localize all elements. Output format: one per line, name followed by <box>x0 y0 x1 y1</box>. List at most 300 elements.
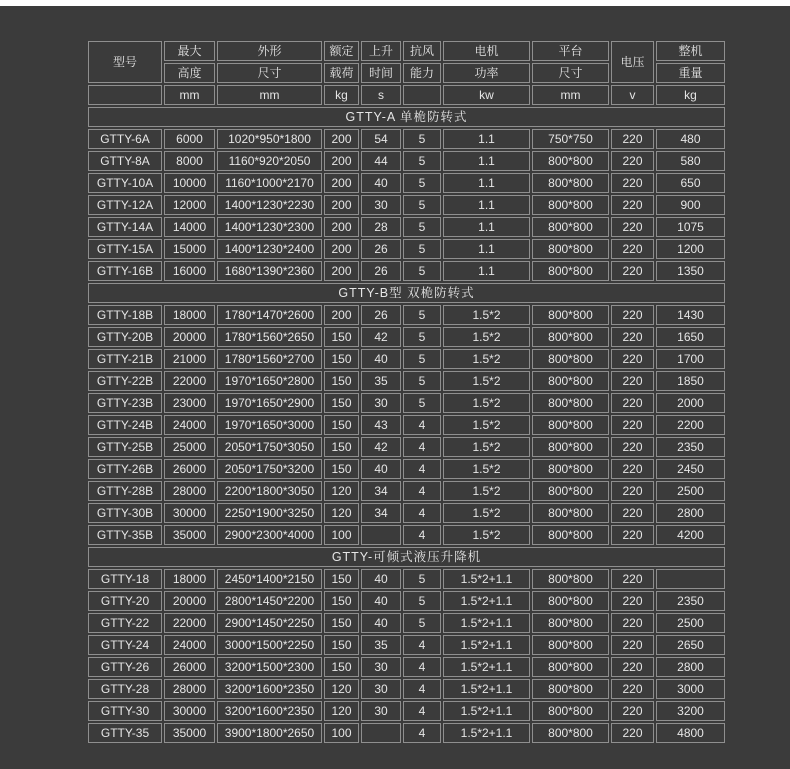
model-cell: GTTY-16B <box>88 261 162 281</box>
table-row <box>88 371 725 391</box>
value-cell: 35000 <box>164 525 215 545</box>
table-row <box>88 591 725 611</box>
value-cell: 220 <box>611 701 654 721</box>
value-cell: 100 <box>324 525 359 545</box>
value-cell: 2450*1400*2150 <box>217 569 322 589</box>
value-cell: 1.5*2+1.1 <box>443 679 530 699</box>
value-cell: 2650 <box>656 635 725 655</box>
value-cell: 4 <box>403 437 441 457</box>
value-cell: 40 <box>361 613 401 633</box>
table-row <box>88 129 725 149</box>
value-cell: 220 <box>611 129 654 149</box>
value-cell: 1.5*2 <box>443 415 530 435</box>
value-cell: 120 <box>324 481 359 501</box>
value-cell: 5 <box>403 591 441 611</box>
value-cell: 220 <box>611 613 654 633</box>
model-cell: GTTY-28 <box>88 679 162 699</box>
value-cell: 3200 <box>656 701 725 721</box>
model-cell: GTTY-8A <box>88 151 162 171</box>
value-cell: 5 <box>403 327 441 347</box>
value-cell: 2800*1450*2200 <box>217 591 322 611</box>
value-cell: 21000 <box>164 349 215 369</box>
value-cell: 26 <box>361 261 401 281</box>
value-cell: 5 <box>403 239 441 259</box>
unit-max-height: mm <box>164 85 215 105</box>
spec-table <box>86 39 727 745</box>
value-cell: 2350 <box>656 437 725 457</box>
model-cell: GTTY-35 <box>88 723 162 743</box>
value-cell: 1400*1230*2300 <box>217 217 322 237</box>
value-cell: 2450 <box>656 459 725 479</box>
header-overall-dims: 外形 <box>217 41 322 61</box>
value-cell: 10000 <box>164 173 215 193</box>
value-cell: 5 <box>403 569 441 589</box>
value-cell: 220 <box>611 327 654 347</box>
value-cell: 480 <box>656 129 725 149</box>
value-cell: 5 <box>403 613 441 633</box>
value-cell: 2800 <box>656 503 725 523</box>
value-cell: 120 <box>324 503 359 523</box>
value-cell: 1.5*2 <box>443 349 530 369</box>
value-cell: 4 <box>403 635 441 655</box>
header-units-row <box>88 85 725 105</box>
value-cell: 40 <box>361 349 401 369</box>
unit-platform-size: mm <box>532 85 609 105</box>
value-cell: 1160*920*2050 <box>217 151 322 171</box>
value-cell: 800*800 <box>532 635 609 655</box>
value-cell: 23000 <box>164 393 215 413</box>
unit-rated-load: kg <box>324 85 359 105</box>
value-cell: 220 <box>611 437 654 457</box>
table-row <box>88 261 725 281</box>
value-cell: 26000 <box>164 657 215 677</box>
value-cell: 1.5*2+1.1 <box>443 635 530 655</box>
value-cell: 220 <box>611 657 654 677</box>
value-cell: 5 <box>403 129 441 149</box>
value-cell: 150 <box>324 371 359 391</box>
value-cell: 150 <box>324 437 359 457</box>
value-cell: 800*800 <box>532 195 609 215</box>
value-cell: 1.1 <box>443 129 530 149</box>
table-row <box>88 613 725 633</box>
value-cell: 22000 <box>164 613 215 633</box>
value-cell: 1200 <box>656 239 725 259</box>
value-cell: 150 <box>324 415 359 435</box>
table-row <box>88 173 725 193</box>
header-total-weight: 整机 <box>656 41 725 61</box>
model-cell: GTTY-24B <box>88 415 162 435</box>
value-cell: 1700 <box>656 349 725 369</box>
value-cell: 1.5*2+1.1 <box>443 591 530 611</box>
value-cell: 200 <box>324 173 359 193</box>
value-cell: 1.5*2 <box>443 327 530 347</box>
top-white-strip <box>0 0 790 6</box>
value-cell: 1970*1650*2800 <box>217 371 322 391</box>
value-cell: 5 <box>403 393 441 413</box>
value-cell: 200 <box>324 217 359 237</box>
header-model: 型号 <box>88 41 162 83</box>
value-cell: 12000 <box>164 195 215 215</box>
value-cell: 1.1 <box>443 173 530 193</box>
value-cell: 1.5*2 <box>443 481 530 501</box>
value-cell: 30000 <box>164 503 215 523</box>
value-cell: 220 <box>611 635 654 655</box>
value-cell: 1.5*2+1.1 <box>443 723 530 743</box>
header-overall-dims-2: 尺寸 <box>217 63 322 83</box>
header-rated-load: 额定 <box>324 41 359 61</box>
table-row <box>88 525 725 545</box>
value-cell: 220 <box>611 459 654 479</box>
value-cell: 54 <box>361 129 401 149</box>
section-header-row <box>88 547 725 567</box>
value-cell: 4 <box>403 525 441 545</box>
value-cell: 3900*1800*2650 <box>217 723 322 743</box>
model-cell: GTTY-18B <box>88 305 162 325</box>
value-cell: 5 <box>403 371 441 391</box>
model-cell: GTTY-30 <box>88 701 162 721</box>
header-voltage: 电压 <box>611 41 654 83</box>
value-cell: 2900*1450*2250 <box>217 613 322 633</box>
value-cell: 800*800 <box>532 371 609 391</box>
value-cell: 1.1 <box>443 151 530 171</box>
table-row <box>88 195 725 215</box>
value-cell: 2250*1900*3250 <box>217 503 322 523</box>
value-cell: 150 <box>324 591 359 611</box>
value-cell: 800*800 <box>532 151 609 171</box>
value-cell: 220 <box>611 195 654 215</box>
value-cell: 34 <box>361 503 401 523</box>
value-cell: 40 <box>361 569 401 589</box>
value-cell: 4800 <box>656 723 725 743</box>
unit-model <box>88 85 162 105</box>
value-cell: 4 <box>403 503 441 523</box>
value-cell: 2350 <box>656 591 725 611</box>
unit-rise-time: s <box>361 85 401 105</box>
value-cell: 1.5*2+1.1 <box>443 657 530 677</box>
value-cell: 1020*950*1800 <box>217 129 322 149</box>
value-cell: 200 <box>324 129 359 149</box>
table-row <box>88 349 725 369</box>
value-cell: 28 <box>361 217 401 237</box>
value-cell: 35000 <box>164 723 215 743</box>
value-cell: 2800 <box>656 657 725 677</box>
value-cell: 35 <box>361 635 401 655</box>
value-cell: 20000 <box>164 591 215 611</box>
table-row <box>88 239 725 259</box>
model-cell: GTTY-20B <box>88 327 162 347</box>
value-cell: 3200*1600*2350 <box>217 701 322 721</box>
value-cell: 580 <box>656 151 725 171</box>
value-cell: 1.5*2 <box>443 437 530 457</box>
value-cell: 24000 <box>164 415 215 435</box>
model-cell: GTTY-6A <box>88 129 162 149</box>
value-cell: 220 <box>611 305 654 325</box>
value-cell: 3000 <box>656 679 725 699</box>
value-cell: 4 <box>403 657 441 677</box>
model-cell: GTTY-26 <box>88 657 162 677</box>
header-row-1 <box>88 41 725 61</box>
value-cell <box>656 569 725 589</box>
model-cell: GTTY-14A <box>88 217 162 237</box>
value-cell: 15000 <box>164 239 215 259</box>
value-cell: 1650 <box>656 327 725 347</box>
value-cell: 1160*1000*2170 <box>217 173 322 193</box>
table-row <box>88 459 725 479</box>
header-total-weight-2: 重量 <box>656 63 725 83</box>
section-header-row <box>88 107 725 127</box>
value-cell: 2200 <box>656 415 725 435</box>
value-cell: 120 <box>324 701 359 721</box>
value-cell: 40 <box>361 591 401 611</box>
value-cell: 800*800 <box>532 239 609 259</box>
table-row <box>88 481 725 501</box>
value-cell: 2500 <box>656 613 725 633</box>
value-cell: 220 <box>611 503 654 523</box>
value-cell: 200 <box>324 305 359 325</box>
value-cell: 220 <box>611 217 654 237</box>
model-cell: GTTY-30B <box>88 503 162 523</box>
value-cell: 3200*1500*2300 <box>217 657 322 677</box>
table-row <box>88 679 725 699</box>
value-cell: 2900*2300*4000 <box>217 525 322 545</box>
header-max-height-2: 高度 <box>164 63 215 83</box>
table-row <box>88 657 725 677</box>
value-cell: 2050*1750*3050 <box>217 437 322 457</box>
value-cell: 1.5*2+1.1 <box>443 569 530 589</box>
value-cell: 42 <box>361 437 401 457</box>
value-cell: 40 <box>361 459 401 479</box>
value-cell: 800*800 <box>532 613 609 633</box>
model-cell: GTTY-22B <box>88 371 162 391</box>
value-cell: 800*800 <box>532 591 609 611</box>
model-cell: GTTY-21B <box>88 349 162 369</box>
value-cell: 200 <box>324 239 359 259</box>
value-cell: 34 <box>361 481 401 501</box>
header-rise-time: 上升 <box>361 41 401 61</box>
value-cell: 750*750 <box>532 129 609 149</box>
table-row <box>88 327 725 347</box>
value-cell: 800*800 <box>532 525 609 545</box>
header-rise-time-2: 时间 <box>361 63 401 83</box>
table-row <box>88 305 725 325</box>
table-row <box>88 503 725 523</box>
value-cell: 800*800 <box>532 723 609 743</box>
value-cell: 220 <box>611 371 654 391</box>
value-cell: 1780*1560*2650 <box>217 327 322 347</box>
value-cell: 800*800 <box>532 305 609 325</box>
table-row <box>88 393 725 413</box>
value-cell: 5 <box>403 305 441 325</box>
value-cell: 1.5*2+1.1 <box>443 613 530 633</box>
model-cell: GTTY-28B <box>88 481 162 501</box>
value-cell: 800*800 <box>532 349 609 369</box>
header-platform-size-2: 尺寸 <box>532 63 609 83</box>
value-cell: 18000 <box>164 569 215 589</box>
value-cell: 40 <box>361 173 401 193</box>
value-cell: 24000 <box>164 635 215 655</box>
table-row <box>88 415 725 435</box>
unit-voltage: v <box>611 85 654 105</box>
value-cell: 26 <box>361 305 401 325</box>
value-cell: 800*800 <box>532 701 609 721</box>
value-cell: 22000 <box>164 371 215 391</box>
table-row <box>88 151 725 171</box>
value-cell: 800*800 <box>532 569 609 589</box>
value-cell: 30 <box>361 195 401 215</box>
value-cell: 4 <box>403 459 441 479</box>
value-cell: 220 <box>611 723 654 743</box>
model-cell: GTTY-10A <box>88 173 162 193</box>
value-cell: 1680*1390*2360 <box>217 261 322 281</box>
value-cell: 26000 <box>164 459 215 479</box>
header-platform-size: 平台 <box>532 41 609 61</box>
value-cell: 1.5*2 <box>443 371 530 391</box>
value-cell: 800*800 <box>532 481 609 501</box>
value-cell: 220 <box>611 525 654 545</box>
value-cell: 800*800 <box>532 437 609 457</box>
value-cell: 3000*1500*2250 <box>217 635 322 655</box>
table-row <box>88 635 725 655</box>
value-cell: 100 <box>324 723 359 743</box>
value-cell: 1.1 <box>443 239 530 259</box>
value-cell: 30 <box>361 657 401 677</box>
value-cell: 150 <box>324 327 359 347</box>
value-cell: 800*800 <box>532 327 609 347</box>
section-title: GTTY-A 单桅防转式 <box>88 107 725 127</box>
value-cell: 44 <box>361 151 401 171</box>
table-row <box>88 437 725 457</box>
header-wind-resistance-2: 能力 <box>403 63 441 83</box>
value-cell: 4 <box>403 481 441 501</box>
unit-wind-resistance <box>403 85 441 105</box>
value-cell: 1.1 <box>443 261 530 281</box>
value-cell: 800*800 <box>532 657 609 677</box>
value-cell: 1970*1650*3000 <box>217 415 322 435</box>
value-cell: 150 <box>324 657 359 677</box>
value-cell: 200 <box>324 151 359 171</box>
value-cell: 800*800 <box>532 415 609 435</box>
value-cell: 220 <box>611 173 654 193</box>
value-cell <box>361 723 401 743</box>
value-cell: 1350 <box>656 261 725 281</box>
value-cell: 28000 <box>164 481 215 501</box>
value-cell: 1850 <box>656 371 725 391</box>
value-cell: 800*800 <box>532 261 609 281</box>
value-cell: 5 <box>403 151 441 171</box>
value-cell: 900 <box>656 195 725 215</box>
value-cell: 1400*1230*2400 <box>217 239 322 259</box>
unit-overall-dims: mm <box>217 85 322 105</box>
model-cell: GTTY-15A <box>88 239 162 259</box>
model-cell: GTTY-26B <box>88 459 162 479</box>
header-rated-load-2: 载荷 <box>324 63 359 83</box>
model-cell: GTTY-25B <box>88 437 162 457</box>
value-cell: 220 <box>611 151 654 171</box>
section-title: GTTY-可倾式液压升降机 <box>88 547 725 567</box>
value-cell: 800*800 <box>532 503 609 523</box>
table-row <box>88 569 725 589</box>
value-cell: 2200*1800*3050 <box>217 481 322 501</box>
section-header-row <box>88 283 725 303</box>
table-row <box>88 723 725 743</box>
unit-motor-power: kw <box>443 85 530 105</box>
value-cell: 1.1 <box>443 217 530 237</box>
value-cell: 30 <box>361 701 401 721</box>
value-cell: 35 <box>361 371 401 391</box>
value-cell: 1430 <box>656 305 725 325</box>
value-cell: 220 <box>611 591 654 611</box>
value-cell: 30000 <box>164 701 215 721</box>
value-cell: 2000 <box>656 393 725 413</box>
model-cell: GTTY-23B <box>88 393 162 413</box>
table-row <box>88 217 725 237</box>
model-cell: GTTY-24 <box>88 635 162 655</box>
value-cell: 1780*1470*2600 <box>217 305 322 325</box>
model-cell: GTTY-12A <box>88 195 162 215</box>
value-cell: 150 <box>324 349 359 369</box>
value-cell: 8000 <box>164 151 215 171</box>
value-cell: 150 <box>324 393 359 413</box>
value-cell: 42 <box>361 327 401 347</box>
value-cell: 800*800 <box>532 173 609 193</box>
value-cell: 150 <box>324 569 359 589</box>
value-cell: 220 <box>611 569 654 589</box>
value-cell <box>361 525 401 545</box>
value-cell: 1.5*2 <box>443 393 530 413</box>
value-cell: 800*800 <box>532 459 609 479</box>
value-cell: 18000 <box>164 305 215 325</box>
value-cell: 150 <box>324 635 359 655</box>
value-cell: 5 <box>403 349 441 369</box>
value-cell: 220 <box>611 239 654 259</box>
value-cell: 200 <box>324 261 359 281</box>
spec-table-container <box>86 39 790 745</box>
value-cell: 150 <box>324 459 359 479</box>
value-cell: 16000 <box>164 261 215 281</box>
value-cell: 800*800 <box>532 217 609 237</box>
value-cell: 5 <box>403 261 441 281</box>
value-cell: 220 <box>611 349 654 369</box>
value-cell: 2050*1750*3200 <box>217 459 322 479</box>
model-cell: GTTY-22 <box>88 613 162 633</box>
value-cell: 1.5*2 <box>443 459 530 479</box>
value-cell: 1970*1650*2900 <box>217 393 322 413</box>
value-cell: 1400*1230*2230 <box>217 195 322 215</box>
header-wind-resistance: 抗风 <box>403 41 441 61</box>
value-cell: 800*800 <box>532 679 609 699</box>
value-cell: 5 <box>403 217 441 237</box>
value-cell: 26 <box>361 239 401 259</box>
model-cell: GTTY-20 <box>88 591 162 611</box>
value-cell: 1.1 <box>443 195 530 215</box>
value-cell: 30 <box>361 679 401 699</box>
value-cell: 220 <box>611 393 654 413</box>
value-cell: 4 <box>403 415 441 435</box>
value-cell: 28000 <box>164 679 215 699</box>
value-cell: 150 <box>324 613 359 633</box>
value-cell: 2500 <box>656 481 725 501</box>
value-cell: 4 <box>403 679 441 699</box>
unit-total-weight: kg <box>656 85 725 105</box>
value-cell: 1.5*2 <box>443 503 530 523</box>
value-cell: 14000 <box>164 217 215 237</box>
value-cell: 1780*1560*2700 <box>217 349 322 369</box>
value-cell: 220 <box>611 679 654 699</box>
model-cell: GTTY-35B <box>88 525 162 545</box>
value-cell: 5 <box>403 195 441 215</box>
value-cell: 4200 <box>656 525 725 545</box>
value-cell: 200 <box>324 195 359 215</box>
